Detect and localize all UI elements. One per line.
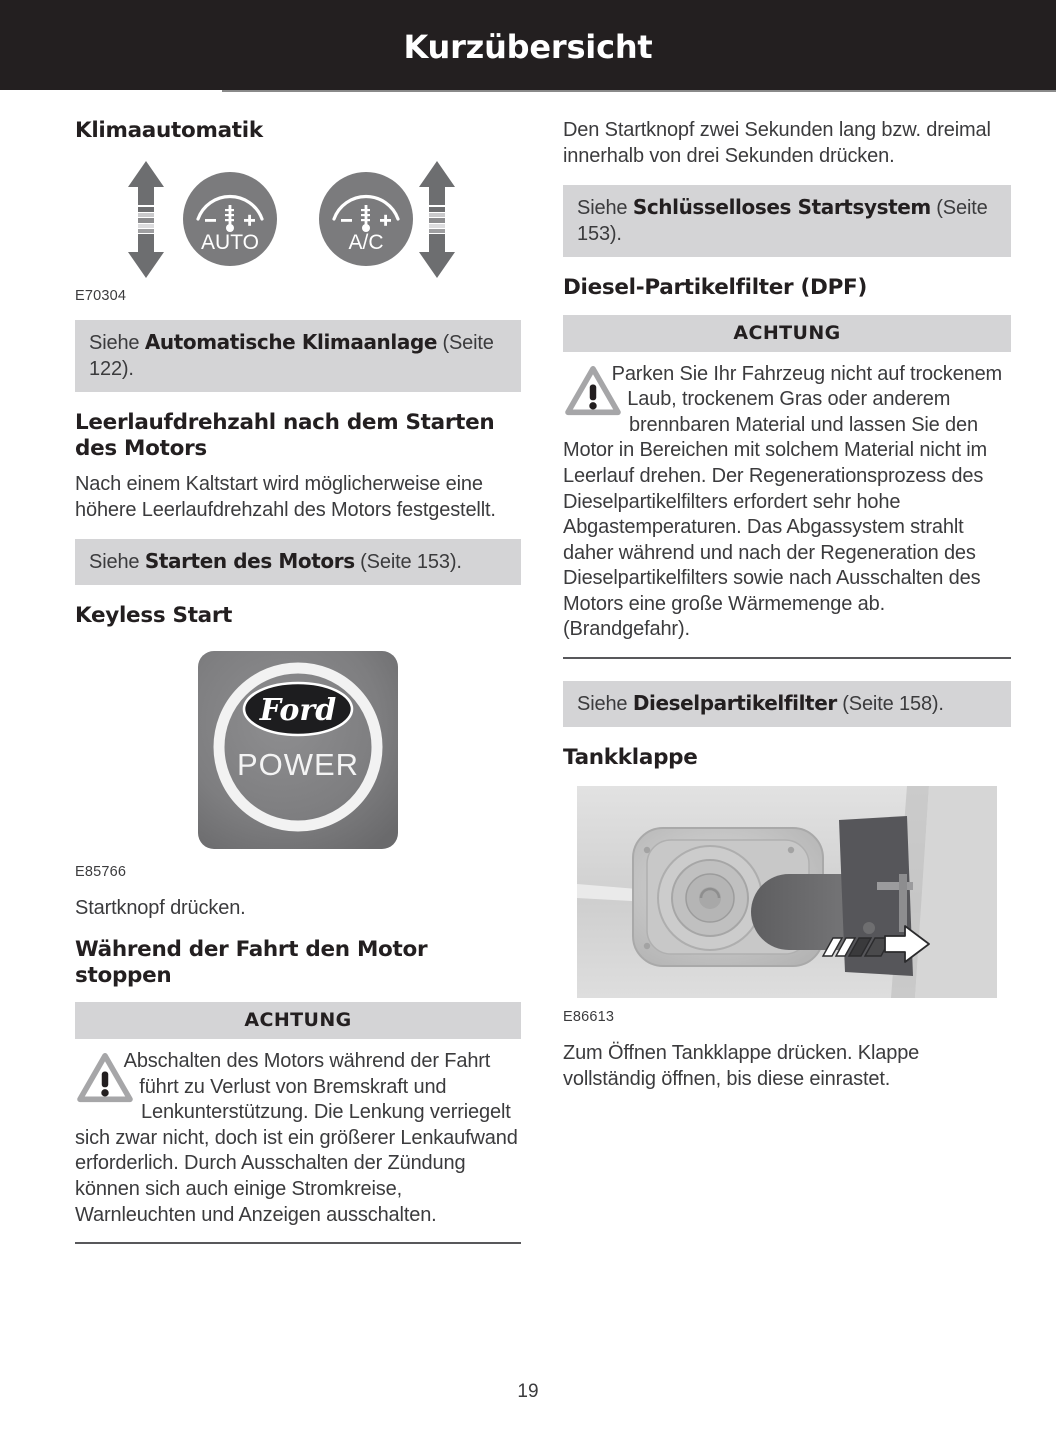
svg-text:A/C: A/C: [348, 231, 384, 255]
reference-link-label[interactable]: Schlüsselloses Startsystem: [632, 195, 931, 220]
spacer: [563, 659, 1011, 681]
reference-prefix: Siehe: [577, 693, 633, 716]
ford-power-button-figure: [75, 647, 521, 880]
reference-schluesselloses-startsystem[interactable]: [563, 185, 1011, 257]
warning-block-dpf: [563, 315, 1011, 660]
warning-body-dpf: [563, 352, 1011, 644]
svg-text:Ford: Ford: [259, 692, 337, 728]
figure-caption-climate: E70304: [75, 288, 127, 305]
figure-caption-flap: E86613: [563, 1009, 615, 1026]
heading-klimaautomatik: Klimaautomatik: [75, 118, 263, 143]
reference-link-label[interactable]: Automatische Klimaanlage: [144, 330, 438, 355]
reference-dieselpartikelfilter[interactable]: [563, 681, 1011, 727]
reference-prefix: Siehe: [89, 332, 145, 355]
reference-starten-des-motors[interactable]: [75, 539, 521, 585]
right-column: [563, 118, 1011, 1244]
page-header: [0, 0, 1056, 90]
reference-link-label[interactable]: Starten des Motors: [144, 549, 355, 574]
left-column: [75, 118, 521, 1244]
ford-power-button-icon: [190, 647, 406, 853]
reference-suffix: (Seite 153).: [354, 551, 462, 574]
figure-caption-power: E85766: [75, 863, 127, 880]
warning-title-bar: ACHTUNG: [563, 315, 1011, 352]
paragraph-tankklappe-oeffnen: Zum Öffnen Tankklappe drücken. Klappe vollständig öffnen, bis diese einrastet.: [563, 1042, 920, 1091]
warning-text: Parken Sie Ihr Fahrzeug nicht auf trockenem Laub, trockenem Gras oder anderem brennbaren Material und lassen Sie den Motor in Bereichen mit solchem Material nicht im Leerlauf drehen. Der Regenerationsprozess des Dieselpartikelfilters erfordert sehr hohe Abgastemperaturen. Das Abgassystem strahlt daher während und nach der Regeneration des Dieselpartikelfilters sowie nach Ausschalten des Motors eine große Wärmemenge ab. (Brandgefahr).: [563, 362, 1003, 641]
paragraph-startknopf-dauer: Den Startknopf zwei Sekunden lang bzw. dreimal innerhalb von drei Sekunden drücken.: [563, 119, 991, 167]
warning-text: Abschalten des Motors während der Fahrt führt zu Verlust von Bremskraft und Lenkunterstützung. Die Lenkung verriegelt sich zwar nicht, doch ist ein größerer Lenkaufwand erforderlich. Durch Ausschalten der Zündung können sich auch einige Stromkreise, Warnleuchten und Anzeigen ausschalten.: [75, 1049, 518, 1226]
page-title: Kurzübersicht: [403, 28, 653, 66]
heading-motor-stoppen: Während der Fahrt den Motor stoppen: [75, 937, 428, 988]
reference-link-label[interactable]: Dieselpartikelfilter: [632, 691, 837, 716]
heading-leerlaufdrehzahl: Leerlaufdrehzahl nach dem Starten des Motors: [75, 410, 495, 461]
paragraph-leerlaufdrehzahl: Nach einem Kaltstart wird möglicherweise eine höhere Leerlaufdrehzahl des Motors festgestellt.: [75, 473, 496, 521]
climate-control-figure: [75, 157, 521, 304]
heading-diesel-partikelfilter: Diesel-Partikelfilter (DPF): [563, 275, 867, 301]
header-divider: [222, 90, 1056, 92]
reference-prefix: Siehe: [577, 197, 633, 220]
reference-suffix: (Seite 158).: [836, 693, 944, 716]
heading-tankklappe: Tankklappe: [563, 745, 698, 771]
climate-ac-knob-icon: [301, 157, 476, 282]
paragraph-startknopf: Startknopf drücken.: [75, 896, 246, 919]
page-number: 19: [517, 1381, 539, 1402]
warning-title-bar: ACHTUNG: [75, 1002, 521, 1039]
reference-suffix: (Seite 153).: [577, 197, 988, 246]
svg-text:POWER: POWER: [236, 746, 360, 782]
content-columns: [0, 118, 1056, 1244]
warning-block-motor-stoppen: [75, 1002, 521, 1244]
reference-prefix: Siehe: [89, 551, 145, 574]
heading-keyless-start: Keyless Start: [75, 603, 233, 629]
fuel-flap-figure: [563, 786, 1011, 1025]
warning-bottom-divider: [75, 1242, 521, 1244]
warning-body-motor-stoppen: [75, 1039, 521, 1228]
reference-automatische-klimaanlage[interactable]: [75, 320, 521, 392]
svg-text:AUTO: AUTO: [201, 231, 259, 255]
reference-suffix: (Seite 122).: [89, 332, 494, 381]
climate-auto-knob-icon: [120, 157, 295, 282]
fuel-flap-illustration: [577, 786, 997, 998]
